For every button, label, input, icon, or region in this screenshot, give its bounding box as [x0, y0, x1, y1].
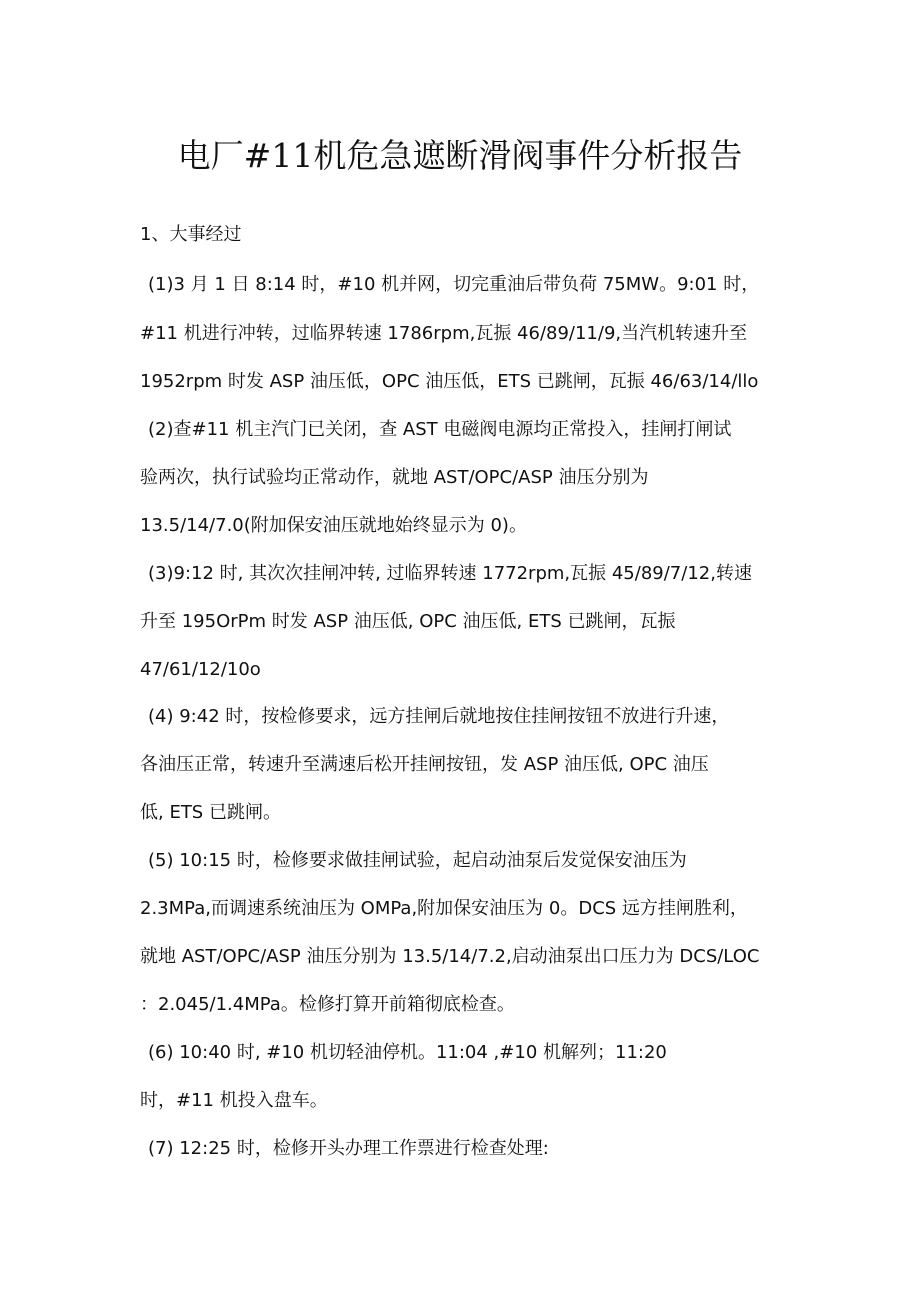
text-line: #11 机进行冲转，过临界转速 1786rpm,瓦振 46/89/11/9,当汽机转速升至	[140, 323, 748, 344]
text-line: (5) 10:15 时，检修要求做挂闸试验，起启动油泵后发觉保安油压为	[148, 850, 687, 871]
text-line: ：2.045∕1.4MPa。检修打算开前箱彻底检查。	[140, 994, 515, 1015]
text-line: 时，#11 机投入盘车。	[140, 1090, 328, 1111]
text-line: 各油压正常，转速升至满速后松开挂闸按钮，发 ASP 油压低, OPC 油压	[140, 754, 709, 775]
text-line: (2)查#11 机主汽门已关闭，查 AST 电磁阀电源均正常投入，挂闸打闸试	[148, 419, 732, 440]
text-line: (7) 12:25 时，检修开头办理工作票进行检查处理:	[148, 1138, 549, 1159]
text-line: 1952rpm 时发 ASP 油压低，OPC 油压低，ETS 已跳闸，瓦振 46∕63∕14∕llo	[140, 371, 759, 392]
text-line: (3)9:12 时, 其次次挂闸冲转, 过临界转速 1772rpm,瓦振 45/89/7/12,转速	[148, 563, 752, 584]
text-line: 2.3MPa,而调速系统油压为 OMPa,附加保安油压为 0。DCS 远方挂闸胜利，	[140, 898, 748, 919]
text-line: 47∕61∕12∕10o	[140, 659, 261, 680]
text-line: 验两次，执行试验均正常动作，就地 AST/OPC/ASP 油压分别为	[140, 467, 649, 488]
text-line: (6) 10:40 时, #10 机切轻油停机。11:04 ,#10 机解列；11:20	[148, 1042, 667, 1063]
document-title: 电厂#11机危急遮断滑阀事件分析报告	[177, 136, 743, 175]
text-line: 低, ETS 已跳闸。	[140, 802, 281, 823]
text-line: 就地 AST/OPC/ASP 油压分别为 13.5/14/7.2,启动油泵出口压力为 DCS/LOC	[140, 946, 760, 967]
text-line: (4) 9:42 时，按检修要求，远方挂闸后就地按住挂闸按钮不放进行升速，	[148, 706, 730, 727]
text-line: 升至 195OrPm 时发 ASP 油压低, OPC 油压低, ETS 已跳闸，瓦振	[140, 611, 676, 632]
text-line: (1)3 月 1 日 8:14 时，#10 机并网，切完重油后带负荷 75MW。9:01 时，	[148, 274, 760, 295]
text-line: 13.5/14/7.0(附加保安油压就地始终显示为 0)。	[140, 515, 527, 536]
section-heading: 1、大事经过	[140, 224, 242, 245]
